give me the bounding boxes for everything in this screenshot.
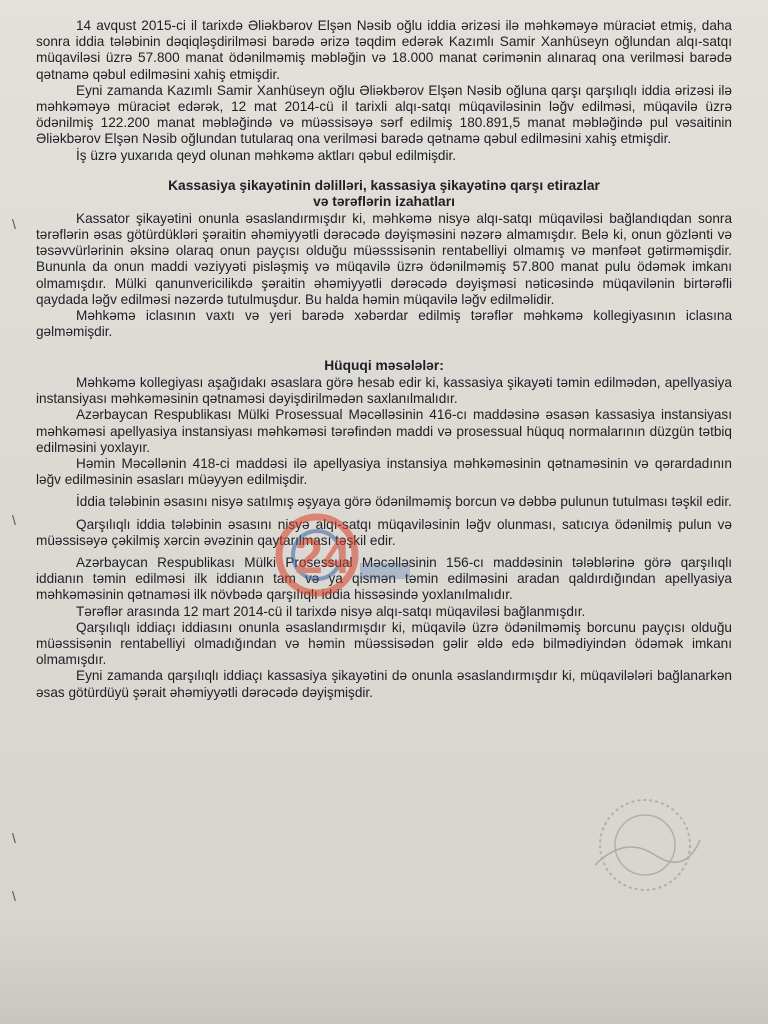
svg-text:24: 24 (295, 528, 351, 584)
paragraph: Məhkəmə iclasının vaxtı və yeri barədə xəbərdar edilmiş tərəflər məhkəmə kollegiyasının iclasına gəlməmişdir. (36, 308, 732, 340)
paragraph: Məhkəmə kollegiyası aşağıdakı əsaslara görə hesab edir ki, kassasiya şikayəti təmin edilmədən, apellyasiya instansiyası məhkəməsinin qətnaməsi dəyişdirilmədən saxlanılmalıdır. (36, 374, 732, 407)
margin-mark: \ (12, 216, 16, 232)
section-heading: Kassasiya şikayətinin dəlilləri, kassasiya şikayətinə qarşı etirazlar (168, 177, 600, 193)
paragraph: Eyni zamanda qarşılıqlı iddiaçı kassasiya şikayətini də onunla əsaslandırmışdır ki, müqavilələri bağlanarkən əsas götürdüyü şərait əhəmiyyətli dərəcədə dəyişmişdir. (36, 668, 732, 700)
document-body (36, 18, 732, 701)
paragraph: Azərbaycan Respublikası Mülki Prosessual Məcəlləsinin 156-cı maddəsinin tələblərinə görə qarşılıqlı iddianın təmin edilməsi ilk iddianın tam və ya qismən təmin edilməsini aradan qaldırdığından apellyasiya məhkəməsinin qətnaməsi ilk növbədə qarşılıqlı iddia hissəsində yoxlanılmalıdır. (36, 554, 732, 603)
paragraph: Qarşılıqlı iddiaçı iddiasını onunla əsaslandırmışdır ki, müqavilə üzrə ödənilməmiş borcunu payçısı olduğu müəssisənin rentabelliyi olmadığından və həmin müəssisədən gəlir əldə edə bilmədiyindən ödəmək imkanı olmamışdır. (36, 619, 732, 668)
paragraph: Həmin Məcəllənin 418-ci maddəsi ilə apellyasiya instansiya məhkəməsinin qətnaməsinin və qərardadının ləğv edilməsinin əsasları müəyyən edilmişdir. (36, 455, 732, 488)
margin-mark: \ (12, 512, 16, 528)
paragraph: 14 avqust 2015-ci il tarixdə Əliəkbərov Elşən Nəsib oğlu iddia ərizəsi ilə məhkəməyə müraciət etmiş, daha sonra iddia tələbinin dəqiqləşdirilməsi barədə ərizə təqdim edərək Kazımlı Samir Xanhüseyn oğlundan alqı-satqı müqaviləsi üzrə 57.800 manat ödənilməmiş məbləğin və 18.000 manat cərimənin alınaraq ona verilməsi barədə qətnamə qəbul edilməsini xahiş etmişdir. (36, 18, 732, 82)
section-heading: və tərəflərin izahatları (313, 194, 455, 210)
paragraph: İddia tələbinin əsasını nisyə satılmış əşyaya görə ödənilməmiş borcun və dəbbə pulunun tutulması təşkil edir. (76, 494, 732, 510)
margin-mark: \ (12, 888, 16, 904)
page-bottom-shadow (0, 920, 768, 1024)
margin-mark: \ (12, 830, 16, 846)
stamp-seal-icon (585, 795, 705, 895)
paragraph: Kassator şikayətini onunla əsaslandırmışdır ki, məhkəmə nisyə alqı-satqı müqaviləsi bağlandıqdan sonra tərəflərin əsas götürdükləri şəraitin əhəmiyyətli dərəcədə dəyişməsini nəzərə almamışdır. Belə ki, onun gözlənti və təsəvvürlərinin əksinə olaraq onun payçısı olduğu müəsssisənin rentabelliyi olmamış və mənfəət gətirməmişdir. Bununla da onun maddi vəziyyəti pisləşmiş və müqavilə üzrə ödənilməmiş 57.800 manat pulu ödəmək imkanı olmamışdır. Mülki qanunvericilikdə şəraitin əhəmiyyətli dərəcədə dəyişməsi nəticəsində müqavilənin birtərəfli qaydada ləğv edilməsi nəzərdə tutulmuşdur. Bu halda həmin müqavilə ləğv edilməlidir. (36, 210, 732, 307)
section-heading: Hüquqi məsələlər: (324, 358, 444, 374)
paragraph: Qarşılıqlı iddia tələbinin əsasını nisyə alqı-satqı müqaviləsinin ləğv olunması, satıcıya ödənilmiş pulun və müəssisəyə çəkilmiş xərcin əvəzinin qaytarılması təşkil edir. (36, 516, 732, 548)
paragraph: Tərəflər arasında 12 mart 2014-cü il tarixdə nisyə alqı-satqı müqaviləsi bağlanmışdır. (76, 603, 586, 619)
paragraph: İş üzrə yuxarıda qeyd olunan məhkəmə aktları qəbul edilmişdir. (76, 147, 457, 163)
paragraph: Azərbaycan Respublikası Mülki Prosessual Məcəlləsinin 416-cı maddəsinə əsasən kassasiya instansiyası məhkəməsi apellyasiya instansiyası məhkəməsi tərəfindən maddi və prosessual hüquq normalarının düzgün tətbiq edilməsini yoxlayır. (36, 407, 732, 455)
paragraph: Eyni zamanda Kazımlı Samir Xanhüseyn oğlu Əliəkbərov Elşən Nəsib oğluna qarşı qarşılıqlı iddia ərizəsi ilə məhkəməyə müraciət edərək, 12 mat 2014-cü il tarixli alqı-satqı müqaviləsinin ləğv edilməsi, müqavilə üzrə ödənilmiş 122.200 manat məbləğində və müəssisəyə sərf edilmiş 180.891,5 manat məbləğində pul vəsaitinin Əliəkbərov Elşən Nəsib oğlundan tutularaq ona verilməsi barədə qətnamə qəbul edilməsini xahiş etmişdir. (36, 82, 732, 147)
